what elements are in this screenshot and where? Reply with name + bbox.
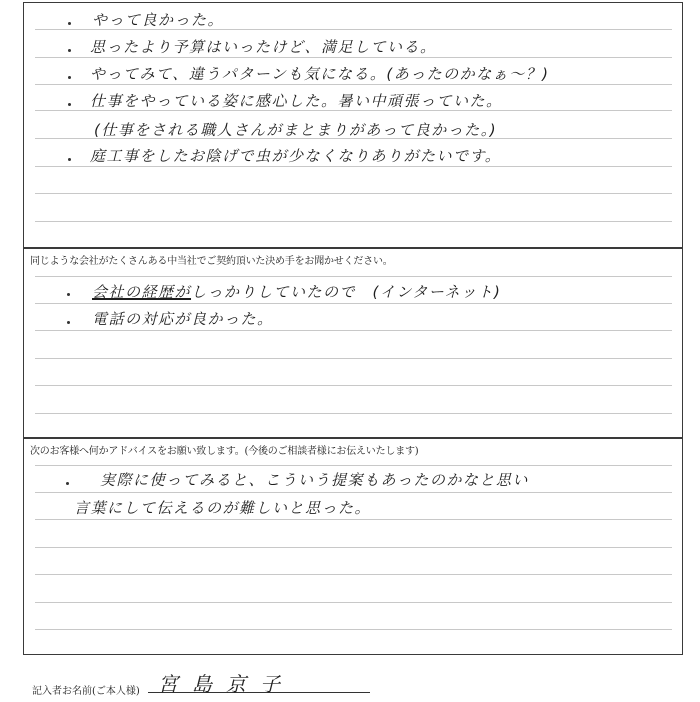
handwritten-line: 庭工事をしたお陰げで虫が少なくなりありがたいです。 [90,147,502,165]
bullet-icon [67,293,70,296]
rule-line [35,629,672,630]
bullet-icon [68,103,71,106]
handwritten-line: 言葉にして伝えるのが難しいと思った。 [74,499,372,517]
handwritten-line: やって良かった。 [92,11,225,29]
rule-line [35,465,672,466]
rule-line [35,330,672,331]
deciding-factor-section [23,247,683,438]
underlined-phrase: 会社の経歴が [92,283,192,301]
section-prompt: 同じような会社がたくさんある中当社でご契約頂いた決め手をお聞かせください。 [30,256,393,267]
rule-line [35,166,672,167]
handwritten-line: 思ったより予算はいったけど、満足している。 [90,38,437,56]
rule-line [35,413,672,414]
signature-label: 記入者お名前(ご本人様) [32,686,140,697]
rule-line [35,84,672,85]
handwritten-line: (仕事をされる職人さんがまとまりがあって良かった。) [94,121,498,139]
handwritten-text: しっかりしていたので (インターネット) [191,283,502,301]
handwritten-line: やってみて、違うパターンも気になる。(あったのかなぁ～？) [90,65,550,83]
signature-name: 宮島京子 [158,672,294,696]
bullet-icon [66,482,69,485]
comments-section [23,2,683,248]
bullet-icon [68,76,71,79]
rule-line [35,221,672,222]
rule-line [35,574,672,575]
handwritten-line: 電話の対応が良かった。 [92,310,274,328]
rule-line [35,492,672,493]
handwritten-line: 仕事をやっている姿に感心した。暑い中頑張っていた。 [90,92,503,110]
bullet-icon [68,22,71,25]
bullet-icon [68,49,71,52]
rule-line [35,385,672,386]
handwritten-line [92,281,501,302]
rule-line [35,519,672,520]
rule-line [35,276,672,277]
rule-line [35,602,672,603]
bullet-icon [68,158,71,161]
rule-line [35,303,672,304]
bullet-icon [67,321,70,324]
section-prompt: 次のお客様へ何かアドバイスをお願い致します。(今後のご相談者様にお伝えいたします) [30,446,419,457]
handwritten-line: 実際に使ってみると、こういう提案もあったのかなと思い [100,471,529,489]
advice-section [23,437,683,655]
rule-line [35,193,672,194]
rule-line [35,547,672,548]
rule-line [35,358,672,359]
rule-line [35,57,672,58]
